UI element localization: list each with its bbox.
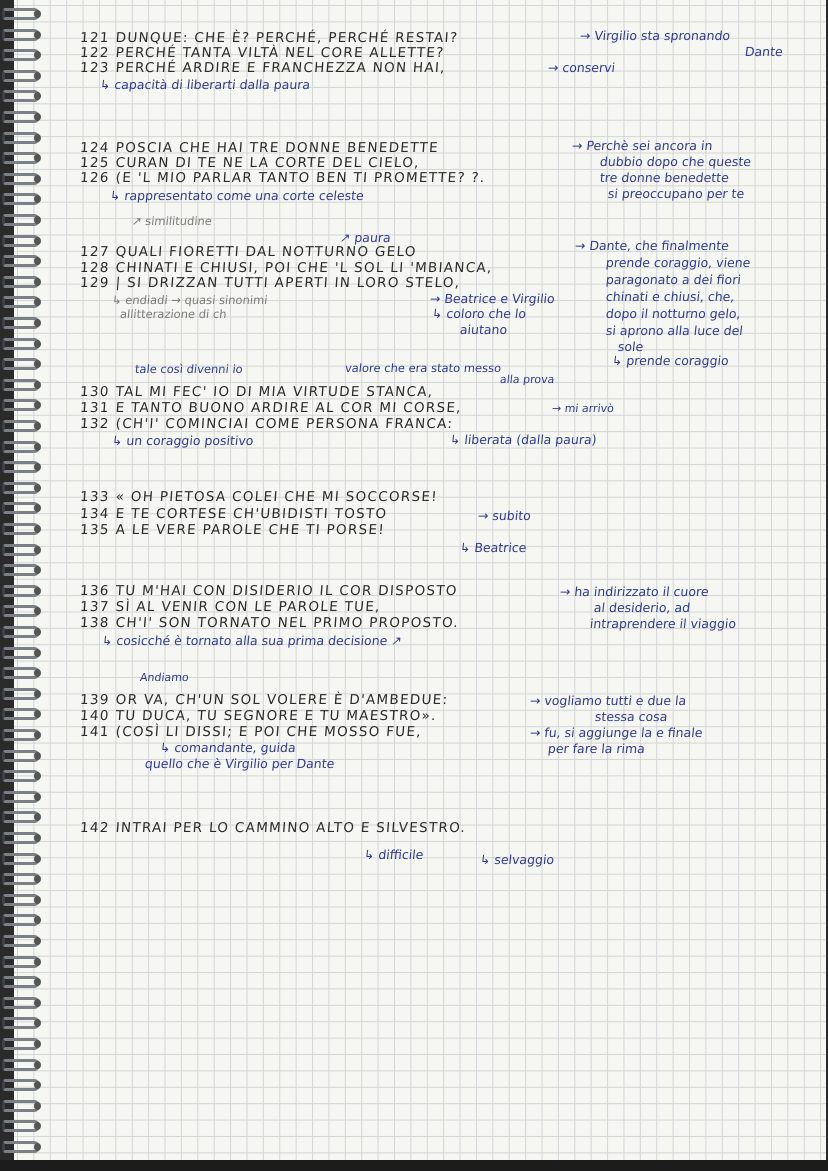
verse-text: SÌ AL VENIR CON LE PAROLE TUE, (115, 599, 382, 615)
note: → subito (477, 508, 532, 523)
note: al desiderio, ad (593, 600, 691, 615)
note: intraprendere il viaggio (589, 616, 737, 631)
punch-hole (34, 319, 41, 327)
punch-hole (34, 752, 41, 760)
verse-text: INTRAI PER LO CAMMINO ALTO E SILVESTRO. (115, 820, 467, 836)
punch-hole (34, 793, 41, 801)
verse-line (79, 140, 439, 156)
verse-line (79, 30, 458, 46)
verse-text: TU DUCA, TU SEGNORE E TU MAESTRO». (115, 708, 438, 724)
note: ↳ prende coraggio (611, 353, 730, 368)
verse-text: TAL MI FEC' IO DI MIA VIRTUDE STANCA, (115, 384, 434, 400)
verse-number: 132 (79, 416, 111, 432)
verse-line (79, 60, 446, 76)
verse-text: CH'I' SON TORNATO NEL PRIMO PROPOSTO. (115, 615, 460, 631)
punch-hole (34, 1040, 41, 1048)
punch-hole (34, 731, 41, 739)
punch-hole (34, 1102, 41, 1110)
punch-hole (34, 237, 41, 245)
note: ↳ Beatrice (459, 540, 528, 555)
note: valore che era stato messo (344, 361, 502, 375)
punch-hole (34, 999, 41, 1007)
punch-hole (34, 422, 41, 430)
verse-number: 135 (79, 522, 111, 538)
punch-hole (34, 113, 41, 121)
punch-hole (34, 1061, 41, 1069)
punch-hole (34, 72, 41, 80)
verse-text: PERCHÉ ARDIRE E FRANCHEZZA NON HAI, (115, 60, 447, 76)
verse-line (79, 489, 438, 505)
punch-hole (34, 1143, 41, 1151)
verse-text: | SI DRIZZAN TUTTI APERTI IN LORO STELO, (115, 275, 461, 291)
verse-number: 128 (79, 260, 111, 276)
note: → Perchè sei ancora in (571, 138, 714, 153)
verse-line (79, 615, 459, 631)
verse-line (79, 416, 453, 432)
verse-line (79, 522, 385, 538)
punch-hole (34, 587, 41, 595)
punch-hole (34, 443, 41, 451)
verse-line (79, 155, 420, 171)
note: ↳ comandante, guida (159, 740, 297, 755)
note: Dante (744, 44, 784, 59)
note: → Virgilio sta spronando (579, 28, 731, 43)
note: → Beatrice e Virgilio (429, 291, 556, 306)
punch-hole (34, 10, 41, 18)
verse-text: (COSÌ LI DISSI; E POI CHE MOSSO FUE, (115, 724, 423, 740)
verse-number: 130 (79, 384, 111, 400)
verse-text: « OH PIETOSA COLEI CHE MI SOCCORSE! (115, 489, 439, 505)
punch-hole (34, 649, 41, 657)
verse-line (79, 244, 417, 260)
note: ↳ selvaggio (479, 852, 555, 867)
note: si preoccupano per te (607, 186, 746, 201)
verse-line (79, 400, 462, 416)
note: tale così divenni io (134, 362, 244, 376)
note: sole (617, 339, 645, 354)
punch-hole (34, 216, 41, 224)
punch-hole (34, 484, 41, 492)
punch-hole (34, 958, 41, 966)
note: ↳ capacità di liberarti dalla paura (99, 77, 311, 92)
verse-text: QUALI FIORETTI DAL NOTTURNO GELO (115, 244, 418, 260)
note: dopo il notturno gelo, (605, 306, 742, 321)
verse-text: DUNQUE: CHE È? PERCHÉ, PERCHÉ RESTAI? (115, 30, 459, 46)
verse-number: 137 (79, 599, 111, 615)
punch-hole (34, 525, 41, 533)
note: aiutano (459, 322, 508, 337)
verse-number: 141 (79, 724, 111, 740)
verse-number: 138 (79, 615, 111, 631)
verse-number: 142 (79, 820, 111, 836)
punch-hole (34, 278, 41, 286)
verse-number: 131 (79, 400, 111, 416)
note: ↳ un coraggio positivo (111, 433, 255, 448)
punch-hole (34, 937, 41, 945)
verse-line (79, 260, 493, 276)
note: ↳ difficile (363, 847, 425, 862)
verse-text: CHINATI E CHIUSI, POI CHE 'L SOL LI 'MBIANCA, (115, 260, 494, 276)
note: ↳ endiadi → quasi sinonimi (111, 293, 269, 307)
verse-number: 124 (79, 140, 111, 156)
verse-line (79, 724, 422, 740)
verse-line (79, 599, 381, 615)
note: → ha indirizzato il cuore (559, 584, 710, 599)
verse-text: POSCIA CHE HAI TRE DONNE BENEDETTE (115, 140, 440, 156)
note: prende coraggio, viene (605, 255, 752, 270)
note: ↗ paura (339, 230, 392, 245)
note: → Dante, che finalmente (574, 238, 730, 253)
punch-hole (34, 340, 41, 348)
note: chinati e chiusi, che, (605, 289, 736, 304)
verse-text: (CH'I' COMINCIAI COME PERSONA FRANCA: (115, 416, 454, 432)
verse-line (79, 275, 460, 291)
verse-line (79, 506, 387, 522)
note: si aprono alla luce del (605, 323, 744, 338)
punch-hole (34, 628, 41, 636)
note: paragonato a dei fiori (605, 272, 742, 287)
page-bottom-edge (0, 1160, 828, 1171)
punch-hole (34, 546, 41, 554)
verse-text: TU M'HAI CON DISIDERIO IL COR DISPOSTO (115, 583, 459, 599)
note: → fu, si aggiunge la e finale (529, 725, 704, 740)
punch-hole (34, 175, 41, 183)
verse-number: 127 (79, 244, 111, 260)
punch-hole (34, 855, 41, 863)
note: quello che è Virgilio per Dante (144, 756, 336, 771)
note: per fare la rima (547, 741, 646, 756)
verse-text: OR VA, CH'UN SOL VOLERE È D'AMBEDUE: (115, 692, 449, 708)
note: alla prova (499, 373, 556, 386)
note: ↳ rappresentato come una corte celeste (109, 188, 365, 203)
punch-hole (34, 690, 41, 698)
note: ↳ cosicché è tornato alla sua prima decisione ↗ (101, 633, 403, 648)
note: → conservi (547, 60, 616, 75)
punch-hole (34, 896, 41, 904)
note: Andiamo (139, 671, 190, 684)
verse-text: E TE CORTESE CH'UBIDISTI TOSTO (115, 506, 388, 522)
punch-hole (34, 31, 41, 39)
verse-text: A LE VERE PAROLE CHE TI PORSE! (115, 522, 386, 538)
verse-text: CURAN DI TE NE LA CORTE DEL CIELO, (115, 155, 421, 171)
note: → vogliamo tutti e due la (529, 693, 688, 708)
note: allitterazione di ch (119, 307, 228, 321)
punch-hole (34, 381, 41, 389)
punch-hole (34, 834, 41, 842)
note: tre donne benedette (599, 170, 730, 185)
verse-number: 140 (79, 708, 111, 724)
verse-line (79, 170, 486, 186)
verse-number: 129 (79, 275, 111, 291)
verse-line (79, 45, 445, 61)
verse-text: E TANTO BUONO ARDIRE AL COR MI CORSE, (115, 400, 463, 416)
punch-hole (34, 134, 41, 142)
note: ↗ similitudine (131, 214, 213, 228)
verse-number: 121 (79, 30, 111, 46)
note: stessa cosa (594, 709, 669, 724)
verse-text: (E 'L MIO PARLAR TANTO BEN TI PROMETTE? ?. (115, 170, 487, 186)
verse-number: 122 (79, 45, 111, 61)
verse-number: 125 (79, 155, 111, 171)
verse-line (79, 692, 448, 708)
note: ↳ coloro che lo (431, 306, 527, 321)
verse-line (79, 583, 458, 599)
note: → mi arrivò (551, 402, 615, 415)
verse-number: 134 (79, 506, 111, 522)
verse-text: PERCHÉ TANTA VILTÀ NEL CORE ALLETTE? (115, 45, 446, 61)
note: dubbio dopo che queste (599, 154, 752, 169)
verse-number: 126 (79, 170, 111, 186)
verse-number: 136 (79, 583, 111, 599)
verse-line (79, 708, 437, 724)
verse-number: 123 (79, 60, 111, 76)
verse-line (79, 820, 466, 836)
verse-number: 139 (79, 692, 111, 708)
verse-line (79, 384, 434, 400)
verse-number: 133 (79, 489, 111, 505)
note: ↳ liberata (dalla paura) (449, 432, 598, 447)
